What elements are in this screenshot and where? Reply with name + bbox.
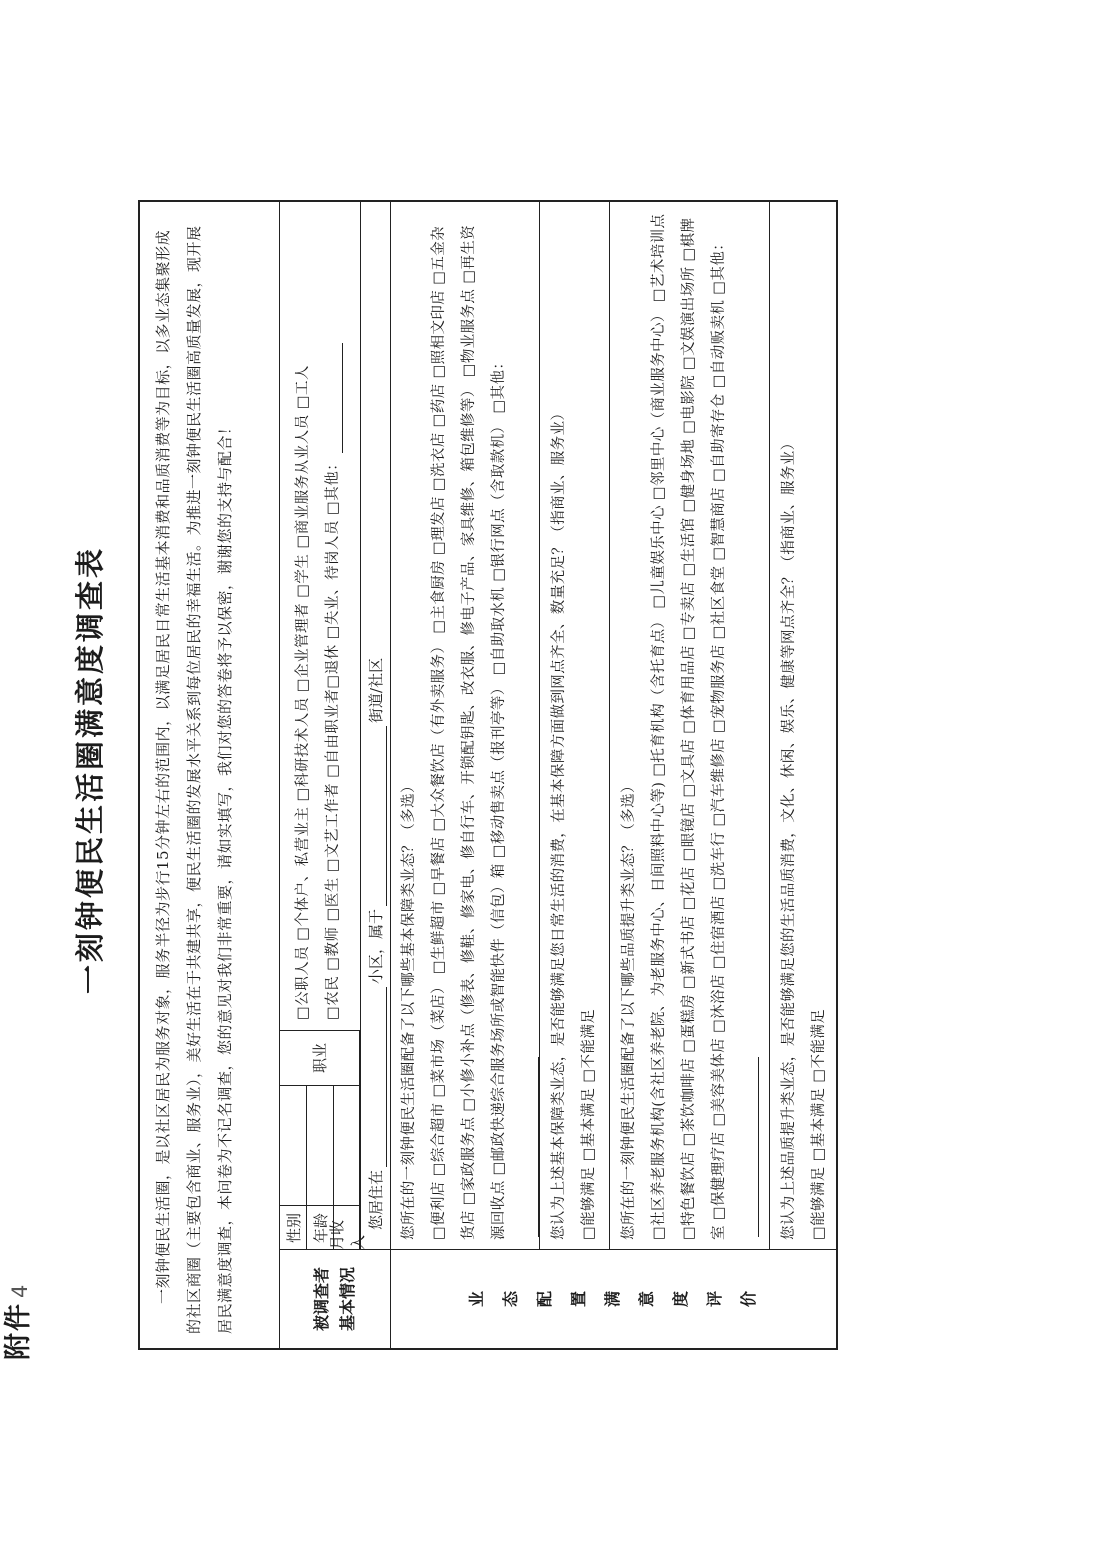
attachment-number: 4: [8, 1282, 32, 1298]
respondent-header-line1: 被调查者: [312, 1267, 331, 1332]
intro-paragraph: 一刻钟便民生活圈，是以社区居民为服务对象，服务半径为步行15分钟左右的范围内，以满足居民日常生活基本消费和品质消费等为目标，以多业态集聚形成的社区商圈（主要包含商业、服务业），美好生活在于共建共享，便民生活圈的发展水平关系到每位居民的幸福生活。为推进一刻钟便民生活圈高质量发展，现开展居民满意度调查，本问卷为不记名调查，您的意见对我们非常重要，请如实填写，我们对您的答卷将予以保密，谢谢您的支持与配合！: [140, 202, 280, 1348]
question-3-options-wrap[interactable]: [644, 212, 764, 1240]
question-basic-satisfaction: [540, 202, 610, 1250]
eval-header-char: 业: [467, 1291, 486, 1308]
income-field[interactable]: [334, 1085, 360, 1205]
residence-mid2: 街道/社区: [367, 657, 385, 723]
eval-header-char: 价: [739, 1291, 758, 1308]
attachment-label: [0, 1283, 35, 1360]
eval-header-char: 评: [705, 1291, 724, 1308]
evaluation-header: [390, 1249, 836, 1348]
eval-header-char: 意: [637, 1291, 656, 1308]
occupation-options-line1[interactable]: □公职人员 □个体户、私营业主 □科研技术人员 □企业管理者 □学生 □商业服务从业人员 □工人: [295, 364, 311, 1020]
question-3-options[interactable]: □社区养老服务机构(含社区养老院、为老服务中心、日间照料中心等) □托育机构（含托育点） □儿童娱乐中心 □邻里中心（商业服务中心） □艺术培训点 □特色餐饮店 □茶饮咖啡店 □蛋糕房 □新式书店 □花店 □眼镜店 □文具店 □体育用品店 □专卖店 □生活馆 □健身场地 □电影院 □文娱演出场所 □棋牌室 □保健理疗店 □美容美体店 □沐浴店 □住宿酒店 □洗车行 □汽车维修店 □宠物服务店 □社区食堂 □智慧商店 □自助寄存仓 □自动贩卖机 □其他：: [651, 213, 727, 1240]
question-2-options[interactable]: □能够满足 □基本满足 □不能满足: [581, 1008, 597, 1240]
eval-header-char: 态: [501, 1291, 520, 1308]
survey-table: [138, 200, 838, 1350]
survey-sheet: [0, 150, 850, 1390]
respondent-header: [280, 1249, 390, 1348]
eval-header-char: 度: [671, 1291, 690, 1308]
gender-label: 性别: [280, 1205, 307, 1250]
question-4-options[interactable]: □能够满足 □基本满足 □不能满足: [811, 1008, 827, 1240]
respondent-header-line2: 基本情况: [338, 1267, 357, 1332]
question-1-options-wrap[interactable]: [424, 212, 544, 1240]
occupation-options[interactable]: [280, 202, 360, 1030]
question-1-other-blank[interactable]: [520, 1057, 539, 1237]
attachment-text: 附件: [3, 1302, 34, 1360]
community-blank[interactable]: [368, 987, 387, 1167]
question-2-text: 您认为上述基本保障类业态，是否能够满足您日常生活的消费，在基本保障方面做到网点齐全、数量充足？（指商业、服务业）: [551, 405, 567, 1240]
occupation-label: 职业: [280, 1030, 360, 1085]
eval-header-char: 置: [569, 1291, 588, 1308]
eval-header-char: 满: [603, 1291, 622, 1308]
question-basic-formats: [390, 202, 540, 1250]
income-label: 月收入: [334, 1205, 360, 1250]
occupation-options-line2-wrap[interactable]: [318, 212, 348, 1020]
street-blank[interactable]: [368, 726, 387, 906]
respondent-section: [280, 202, 391, 1348]
residence-prefix: 您居住在: [367, 1169, 385, 1230]
question-4-text: 您认为上述品质提升类业态，是否能够满足您的生活品质消费，文化、休闲、娱乐、健康等网点齐全？（指商业、服务业）: [781, 435, 797, 1240]
age-field[interactable]: [307, 1085, 334, 1205]
residence-mid1: 小区，属于: [367, 908, 385, 984]
page-title: 一刻钟便民生活圈满意度调查表: [73, 546, 107, 995]
occupation-other-blank[interactable]: [324, 343, 343, 453]
question-1-options[interactable]: □便利店 □综合超市 □菜市场（菜店） □生鲜超市 □早餐店 □大众餐饮店（有外卖服务） □主食厨房 □理发店 □洗衣店 □药店 □照相文印店 □五金杂货店 □家政服务点 □小修小补点（修表、修鞋、修家电、修自行车、开锁配钥匙、改衣服、修电子产品、家具维修、箱包维修等） □物业服务点 □再生资源回收点 □邮政快递综合服务场所或智能快件（信包）箱 □移动售卖点（报刊亭等） □自助取水机 □银行网点（含取款机） □其他：: [431, 224, 507, 1240]
question-3-text: 您所在的一刻钟便民生活圈配备了以下哪些品质提升类业态？（多选）: [621, 778, 637, 1240]
question-1-text: 您所在的一刻钟便民生活圈配备了以下哪些基本保障类业态？（多选）: [401, 778, 417, 1240]
question-quality-formats: [610, 202, 770, 1250]
question-quality-satisfaction: [770, 202, 836, 1250]
age-label: 年龄: [307, 1205, 334, 1250]
occupation-options-line2[interactable]: □农民 □教师 □医生 □文艺工作者 □自由职业者□退休 □失业、待岗人员 □其他：: [325, 455, 341, 1020]
question-3-other-blank[interactable]: [740, 1057, 759, 1237]
residence-row: [360, 202, 390, 1250]
gender-field[interactable]: [280, 1085, 307, 1205]
eval-header-char: 配: [535, 1291, 554, 1308]
